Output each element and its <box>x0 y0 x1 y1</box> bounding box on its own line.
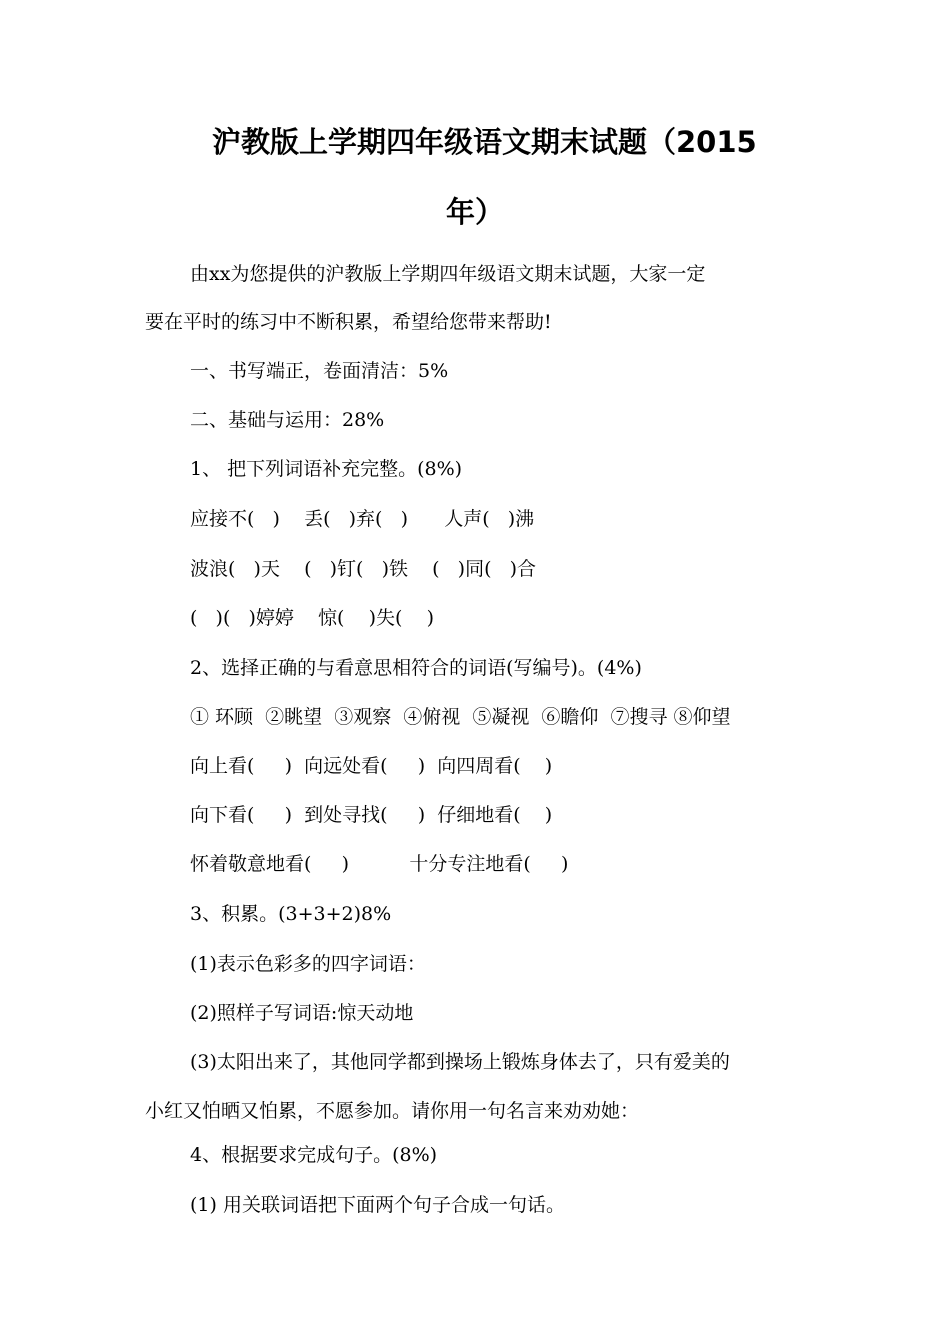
question-2-row-1: 向上看( ) 向远处看( ) 向四周看( ) <box>190 755 553 777</box>
document-title-line-1: 沪教版上学期四年级语文期末试题（2015 <box>212 125 757 159</box>
question-1-row-1: 应接不( ) 丢( )弃( ) 人声( )沸 <box>190 508 535 530</box>
question-1-heading: 1、 把下列词语补充完整。(8%) <box>190 458 463 480</box>
question-3-item-1: (1)表示色彩多的四字词语： <box>190 953 426 975</box>
question-4-item-1: (1) 用关联词语把下面两个句子合成一句话。 <box>190 1194 565 1216</box>
document-title-line-2: 年） <box>445 195 504 229</box>
question-2-heading: 2、选择正确的与看意思相符合的词语(写编号)。(4%) <box>190 657 642 679</box>
question-2-row-3: 怀着敬意地看( ) 十分专注地看( ) <box>190 853 569 875</box>
question-3-heading: 3、积累。(3+3+2)8% <box>190 903 392 925</box>
question-3-item-3-line-2: 小红又怕晒又怕累，不愿参加。请你用一句名言来劝劝她： <box>145 1100 640 1122</box>
section-one-heading: 一、书写端正，卷面清洁：5% <box>190 360 449 382</box>
question-1-row-3: ( )( )婷婷 惊( )失( ) <box>190 607 435 629</box>
section-two-heading: 二、基础与运用：28% <box>190 409 385 431</box>
question-4-heading: 4、根据要求完成句子。(8%) <box>190 1144 438 1166</box>
intro-paragraph-line-2: 要在平时的练习中不断积累，希望给您带来帮助! <box>145 311 552 333</box>
question-3-item-2: (2)照样子写词语:惊天动地 <box>190 1002 414 1024</box>
question-1-row-2: 波浪( )天 ( )钉( )铁 ( )同( )合 <box>190 558 537 580</box>
intro-paragraph-line-1: 由xx为您提供的沪教版上学期四年级语文期末试题，大家一定 <box>190 263 706 285</box>
question-2-row-2: 向下看( ) 到处寻找( ) 仔细地看( ) <box>190 804 553 826</box>
question-3-item-3-line-1: (3)太阳出来了，其他同学都到操场上锻炼身体去了，只有爱美的 <box>190 1051 730 1073</box>
question-2-options: ① 环顾 ②眺望 ③观察 ④俯视 ⑤凝视 ⑥瞻仰 ⑦搜寻 ⑧仰望 <box>190 706 731 728</box>
